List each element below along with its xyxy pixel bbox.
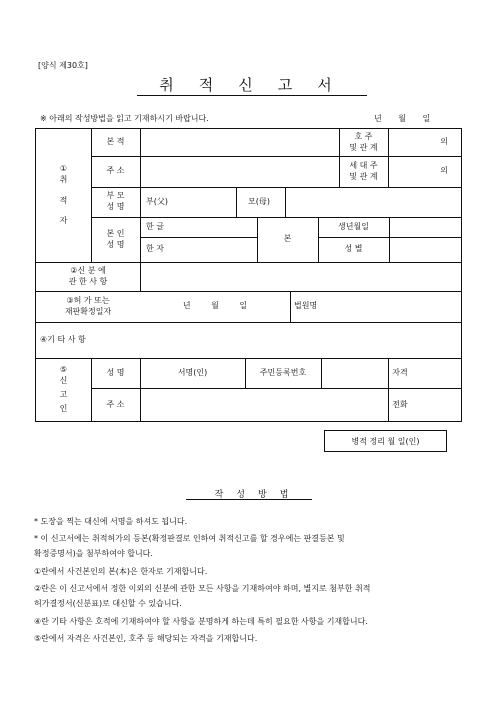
field-hoju-relation[interactable]	[388, 129, 462, 156]
hoju-suffix: 의	[440, 137, 448, 147]
label-hoju-relation	[339, 129, 388, 156]
field-reporter-address[interactable]	[140, 388, 388, 422]
label-parents-line-1: 부 모	[106, 191, 125, 201]
form-number: [양식 제30호]	[38, 61, 88, 70]
instruction-line: 허가결정서(신분표)로 대신할 수 있습니다.	[34, 599, 182, 608]
label-self-name	[91, 217, 140, 262]
military-record-stamp-box	[324, 430, 447, 452]
label-hoju-line-2: 및 관 계	[349, 142, 378, 152]
instruction-line: * 도장을 찍는 대신에 서명을 하셔도 됩니다.	[34, 517, 188, 526]
field-decision-date[interactable]	[140, 291, 290, 322]
section-3-line-2: 재판확정일자	[64, 306, 112, 316]
form-title: 취적신고서	[159, 76, 357, 94]
section-4-label: ④기 타 사 항	[40, 334, 86, 344]
section-1-label	[36, 129, 91, 262]
field-reporter-signature[interactable]	[140, 358, 245, 388]
field-other-matters[interactable]	[140, 322, 462, 358]
section-5-char-2: 고	[59, 390, 68, 399]
label-self-line-1: 본 인	[106, 228, 125, 238]
instruction-line: ①란에서 사건본인의 본(本)은 한자로 기재합니다.	[34, 567, 208, 576]
label-reporter-address: 주 소	[106, 399, 125, 409]
decision-date-placeholder: 년 월 일	[182, 301, 248, 311]
label-parents-name	[91, 187, 140, 217]
sedaeju-suffix: 의	[440, 166, 448, 176]
section-1-char-3: 자	[59, 216, 68, 226]
method-title: 작성방법	[214, 490, 302, 500]
label-court: 법원명	[294, 301, 318, 311]
section-3-label	[36, 291, 140, 322]
instruction-line: * 이 신고서에는 취적허가의 등본(확정판결로 인하여 취적신고를 할 경우에는 판결등본 및	[34, 534, 345, 543]
report-form-table	[35, 128, 462, 422]
instruction-line: 확정증명서)을 첨부하여야 합니다.	[34, 549, 153, 558]
section-1-char-2: 적	[59, 195, 68, 205]
field-sedaeju-relation[interactable]	[388, 156, 462, 187]
label-parents-line-2: 성 명	[106, 202, 125, 211]
label-hoju-line-1: 호 주	[354, 131, 373, 141]
label-juso: 주 소	[106, 166, 125, 176]
field-name-hangeul[interactable]	[146, 217, 257, 237]
label-resident-number: 주민등록번호	[259, 367, 307, 377]
section-1-number: ①	[59, 163, 68, 173]
method-underline	[186, 499, 312, 500]
field-status-matters[interactable]	[140, 262, 462, 291]
section-5-char-3: 인	[59, 403, 68, 413]
label-father: 부(父)	[146, 196, 168, 206]
label-self-line-2: 성 명	[106, 239, 125, 249]
field-phone[interactable]	[414, 388, 462, 422]
label-sedaeju-relation	[339, 156, 388, 187]
date-header: 년 월 일	[374, 114, 431, 123]
label-bon: 본	[283, 234, 292, 244]
field-qualification[interactable]	[414, 358, 462, 388]
field-birthdate[interactable]	[389, 217, 462, 237]
label-sedaeju-line-1: 세 대 주	[349, 160, 378, 170]
label-hanja: 한 자	[146, 244, 164, 254]
section-3-line-1: ③허 가 또는	[66, 295, 110, 305]
label-mother: 모(母)	[248, 196, 270, 206]
field-resident-number[interactable]	[321, 358, 388, 388]
field-gender[interactable]	[389, 237, 462, 262]
section-1-char-1: 취	[59, 174, 68, 184]
section-2-line-2: 관 한 사 항	[68, 276, 108, 286]
field-name-hanja[interactable]	[146, 237, 257, 262]
label-hangeul: 한 글	[146, 221, 164, 231]
notice-text: ※ 아래의 작성방법을 읽고 기재하시기 바랍니다.	[40, 114, 209, 123]
section-5-number: ⑤	[59, 365, 68, 375]
field-honjeok[interactable]	[140, 129, 339, 156]
section-5-label	[36, 358, 91, 422]
instruction-line: ④란 기타 사항은 호적에 기재하여야 할 사항을 분명하게 하는데 특히 필요한 사항을 기재합니다.	[34, 617, 368, 626]
label-reporter-name: 성 명	[106, 367, 125, 377]
stamp-text: 병적 정리 월 일(인)	[351, 436, 420, 446]
instruction-line: ②란은 이 신고서에서 정한 이외의 신분에 관한 모든 사항을 기재하여야 하며, 별지로 첨부한 취적	[34, 584, 371, 593]
label-phone: 전화	[392, 399, 408, 409]
label-qualification: 자격	[392, 367, 408, 377]
label-gender: 성 별	[344, 244, 363, 254]
section-2-label	[36, 262, 140, 291]
field-court-name[interactable]	[354, 291, 462, 322]
label-honjeok: 본 적	[106, 137, 125, 147]
field-mother-name[interactable]	[285, 187, 462, 217]
label-sedaeju-line-2: 및 관 계	[349, 171, 378, 181]
section-5-char-1: 신	[59, 376, 68, 386]
title-underline	[137, 95, 367, 96]
field-father-name[interactable]	[146, 187, 236, 217]
instruction-line: ⑤란에서 자격은 사건본인, 호주 등 해당되는 자격을 기재합니다.	[34, 634, 258, 643]
field-juso[interactable]	[140, 156, 339, 187]
section-2-line-1: ②신 분 에	[70, 265, 106, 275]
label-birthdate: 생년월일	[338, 221, 369, 231]
label-signature: 서명(인)	[177, 367, 208, 377]
